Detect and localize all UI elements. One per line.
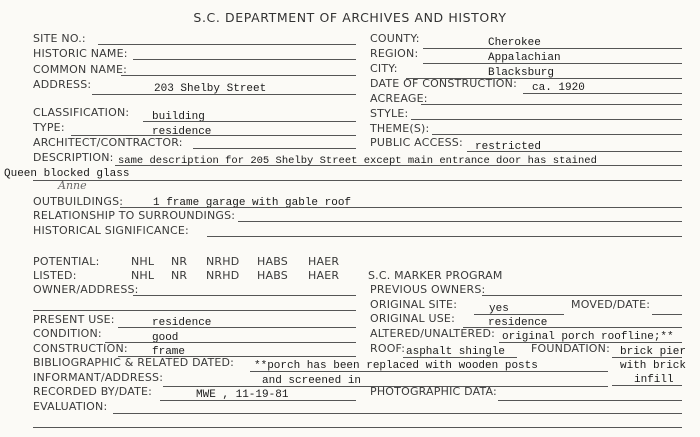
listed-nhl: NHL bbox=[131, 269, 155, 282]
owner-address-label: OWNER/ADDRESS: bbox=[33, 283, 139, 296]
present-use-line bbox=[118, 327, 356, 328]
evaluation-label: EVALUATION: bbox=[33, 400, 108, 413]
type-label: TYPE: bbox=[33, 121, 65, 134]
outbuildings-label: OUTBUILDINGS: bbox=[33, 195, 124, 208]
region-value: Appalachian bbox=[488, 52, 561, 64]
bibliographic-line bbox=[250, 371, 608, 372]
listed-nr: NR bbox=[171, 269, 188, 282]
description-line-1 bbox=[115, 165, 682, 166]
moved-date-label: MOVED/DATE: bbox=[571, 298, 651, 311]
region-line bbox=[423, 63, 682, 64]
original-site-line bbox=[474, 314, 564, 315]
roof-label: ROOF: bbox=[370, 342, 406, 355]
classification-line bbox=[143, 121, 356, 122]
description-value-line1: same description for 205 Shelby Street except main entrance door has stained bbox=[118, 155, 597, 167]
recorded-by-line bbox=[160, 400, 356, 401]
style-label: STYLE: bbox=[370, 107, 409, 120]
condition-label: CONDITION: bbox=[33, 327, 102, 340]
bibliographic-label: BIBLIOGRAPHIC & RELATED DATED: bbox=[33, 356, 235, 369]
foundation-line bbox=[612, 357, 682, 358]
original-use-value: residence bbox=[488, 317, 548, 329]
description-value-line2: Queen blocked glass bbox=[4, 168, 130, 180]
photographic-data-label: PHOTOGRAPHIC DATA: bbox=[370, 385, 497, 398]
relationship-label: RELATIONSHIP TO SURROUNDINGS: bbox=[33, 209, 236, 222]
evaluation-line-2 bbox=[33, 427, 682, 428]
address-value: 203 Shelby Street bbox=[154, 83, 267, 95]
historic-name-label: HISTORIC NAME: bbox=[33, 47, 128, 60]
recorded-by-label: RECORDED BY/DATE: bbox=[33, 385, 153, 398]
type-value: residence bbox=[152, 126, 212, 138]
listed-nrhd: NRHD bbox=[206, 269, 240, 282]
foundation-label: FOUNDATION: bbox=[531, 342, 610, 355]
outbuildings-line bbox=[120, 207, 682, 208]
architect-line bbox=[193, 148, 356, 149]
construction-label: CONSTRUCTION: bbox=[33, 342, 128, 355]
bibliographic-value-line2: and screened in bbox=[262, 375, 362, 387]
county-label: COUNTY: bbox=[370, 32, 420, 45]
relationship-line bbox=[238, 221, 682, 222]
common-name-label: COMMON NAME: bbox=[33, 63, 128, 76]
address-label: ADDRESS: bbox=[33, 78, 92, 91]
historical-significance-line bbox=[207, 236, 682, 237]
foundation-line-3 bbox=[612, 385, 682, 386]
foundation-value-line1: brick pier bbox=[620, 346, 687, 358]
county-value: Cherokee bbox=[488, 37, 541, 49]
altered-label: ALTERED/UNALTERED: bbox=[370, 327, 496, 340]
construction-value: frame bbox=[152, 346, 186, 358]
moved-date-line bbox=[652, 314, 682, 315]
public-access-label: PUBLIC ACCESS: bbox=[370, 136, 463, 149]
listed-haer: HAER bbox=[308, 269, 340, 282]
recorded-by-value: MWE , 11-19-81 bbox=[196, 389, 289, 401]
potential-haer: HAER bbox=[308, 255, 340, 268]
site-no-line bbox=[98, 44, 356, 45]
original-site-label: ORIGINAL SITE: bbox=[370, 298, 458, 311]
original-site-value: yes bbox=[489, 303, 509, 315]
classification-value: building bbox=[152, 111, 205, 123]
informant-address-label: INFORMANT/ADDRESS: bbox=[33, 371, 164, 384]
condition-value: good bbox=[152, 332, 179, 344]
foundation-value-line3: infill bbox=[634, 374, 674, 386]
bibliographic-value-line1: **porch has been replaced with wooden posts bbox=[254, 360, 538, 372]
common-name-line bbox=[121, 75, 356, 76]
photographic-data-line bbox=[498, 400, 682, 401]
potential-nr: NR bbox=[171, 255, 188, 268]
county-line bbox=[423, 48, 682, 49]
owner-address-line-1 bbox=[133, 295, 356, 296]
date-of-construction-line bbox=[523, 93, 682, 94]
outbuildings-value: 1 frame garage with gable roof bbox=[153, 197, 352, 209]
potential-label: POTENTIAL: bbox=[33, 255, 100, 268]
description-label: DESCRIPTION: bbox=[33, 151, 114, 164]
original-use-label: ORIGINAL USE: bbox=[370, 312, 455, 325]
city-value: Blacksburg bbox=[488, 67, 555, 79]
condition-line bbox=[105, 342, 356, 343]
style-line bbox=[411, 119, 682, 120]
description-line-2 bbox=[33, 180, 682, 181]
altered-value: original porch roofline;** bbox=[502, 331, 674, 343]
roof-line bbox=[403, 357, 517, 358]
acreage-line bbox=[421, 104, 682, 105]
sc-marker-program: S.C. MARKER PROGRAM bbox=[368, 269, 503, 282]
public-access-line bbox=[467, 151, 682, 152]
owner-address-line-2 bbox=[33, 310, 356, 311]
potential-nrhd: NRHD bbox=[206, 255, 240, 268]
site-no-label: SITE NO.: bbox=[33, 32, 86, 45]
potential-nhl: NHL bbox=[131, 255, 155, 268]
date-of-construction-label: DATE OF CONSTRUCTION: bbox=[370, 77, 517, 90]
historical-significance-label: HISTORICAL SIGNIFICANCE: bbox=[33, 224, 189, 237]
roof-value: asphalt shingle bbox=[406, 346, 506, 358]
architect-label: ARCHITECT/CONTRACTOR: bbox=[33, 136, 183, 149]
handwritten-anne: Anne bbox=[58, 179, 87, 192]
region-label: REGION: bbox=[370, 47, 419, 60]
date-of-construction-value: ca. 1920 bbox=[532, 82, 585, 94]
listed-label: LISTED: bbox=[33, 269, 77, 282]
present-use-label: PRESENT USE: bbox=[33, 313, 115, 326]
previous-owners-line bbox=[482, 295, 682, 296]
themes-line bbox=[432, 134, 682, 135]
foundation-value-line2: with brick bbox=[620, 360, 687, 372]
address-line bbox=[92, 94, 356, 95]
city-label: CITY: bbox=[370, 62, 398, 75]
listed-habs: HABS bbox=[257, 269, 288, 282]
present-use-value: residence bbox=[152, 317, 212, 329]
form-title: S.C. DEPARTMENT OF ARCHIVES AND HISTORY bbox=[193, 10, 507, 25]
historic-name-line bbox=[133, 59, 356, 60]
potential-habs: HABS bbox=[257, 255, 288, 268]
acreage-label: ACREAGE: bbox=[370, 92, 428, 105]
original-use-line bbox=[463, 327, 682, 328]
previous-owners-label: PREVIOUS OWNERS: bbox=[370, 283, 486, 296]
classification-label: CLASSIFICATION: bbox=[33, 106, 130, 119]
public-access-value: restricted bbox=[475, 141, 542, 153]
evaluation-line-1 bbox=[113, 413, 682, 414]
themes-label: THEME(S): bbox=[370, 122, 430, 135]
